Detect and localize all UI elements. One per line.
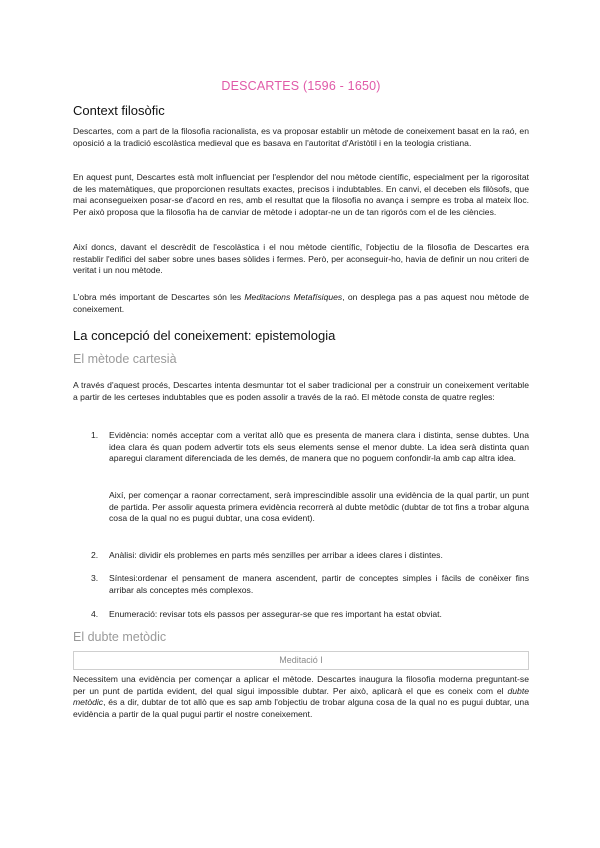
- paragraph-2: En aquest punt, Descartes està molt influenciat per l'esplendor del nou mètode científic, especialment per la rigorositat de les matemàtiques, que proporcionen resultats exactes, precisos i indubtables. En canvi, el deceben els filòsofs, que mai aconsegueixen posar-se d'acord en res, amb el resultat que la filosofia no avança i sempre es troba al mateix lloc. Per això proposa que la filosofia ha de canviar de mètode i adoptar-ne un de tan rigorós com el de les ciències.: [73, 172, 529, 217]
- rule-number: 1.: [91, 430, 99, 440]
- paragraph-method-intro: A través d'aquest procés, Descartes intenta desmuntar tot el saber tradicional per a construir un coneixement veritable a partir de les certeses indubtables que es poden assolir a través de la raó. El mètode consta de quatre regles:: [73, 380, 529, 402]
- page-title: DESCARTES (1596 - 1650): [221, 79, 381, 93]
- paragraph-4-italic-title: Meditacions Metafísiques: [244, 292, 343, 302]
- paragraph-doubt-text-a: Necessitem una evidència per començar a aplicar el mètode. Descartes inaugura la filosofia moderna preguntant-se per un punt de partida evident, del qual sigui impossible dubtar. Per això, aplicarà el que es coneix com el: [73, 674, 529, 696]
- subheading-method: El mètode cartesià: [73, 352, 177, 366]
- paragraph-doubt-text-b: , és a dir, dubtar de tot allò que es sap amb l'objectiu de trobar alguna cosa de la qual no es pugui dubtar, una evidència a partir de la qual pugui partir el nostre coneixement.: [73, 697, 529, 719]
- paragraph-4: [73, 292, 529, 315]
- paragraph-3: Així doncs, davant el descrèdit de l'escolàstica i el nou mètode científic, l'objectiu de la filosofia de Descartes era restablir l'edifici del saber sobre unes bases sòlides i fermes. Però, per aconseguir-ho, havia de definir un nou criteri de veritat i un nou mètode.: [73, 242, 529, 275]
- meditation-box: Meditació I: [73, 651, 529, 670]
- section-heading-epistemology: La concepció del coneixement: epistemologia: [73, 328, 336, 343]
- rule-text: Evidència: només acceptar com a veritat allò que es presenta de manera clara i distinta, sense dubtes. Una idea clara és quan podem advertir tots els seus elements sense el menor dubte. La idea serà distinta quan aparegui clarament diferenciada de les demés, de manera que no poguem confondir-la amb cap altra idea.: [109, 430, 529, 463]
- rule-number: 3.: [91, 573, 99, 583]
- rule-extra-text: Així, per començar a raonar correctament, serà imprescindible assolir una evidència de la qual partir, un punt de partida. Per assolir aquesta primera evidència recorrerà al dubte metòdic (dubtar de tot fins a trobar alguna cosa de la qual no es pugui dubtar, una cosa evident).: [109, 490, 529, 523]
- rule-number: 4.: [91, 609, 99, 619]
- paragraph-doubt-italic: dubte metòdic: [73, 685, 529, 707]
- paragraph-doubt: [73, 674, 529, 720]
- rule-number: 2.: [91, 550, 99, 560]
- rule-text: Enumeració: revisar tots els passos per assegurar-se que res important ha estat obviat.: [109, 609, 442, 619]
- subheading-doubt: El dubte metòdic: [73, 630, 167, 644]
- section-heading-context: Context filosòfic: [73, 103, 165, 118]
- rule-text: Anàlisi: dividir els problemes en parts més senzilles per arribar a idees clares i distintes.: [109, 550, 443, 560]
- rule-text: Síntesi:ordenar el pensament de manera ascendent, partir de conceptes simples i fàcils de conèixer fins arribar als conceptes més complexos.: [109, 573, 529, 595]
- paragraph-4-text-b: , on desplega pas a pas aquest nou mètode de coneixement.: [73, 292, 529, 314]
- paragraph-4-text-a: L'obra més important de Descartes són les: [73, 292, 245, 302]
- paragraph-1: Descartes, com a part de la filosofia racionalista, es va proposar establir un mètode de coneixement basat en la raó, en oposició a la tradició escolàstica medieval que es basava en l'autoritat d'Aristòtil i en la teologia cristiana.: [73, 126, 529, 148]
